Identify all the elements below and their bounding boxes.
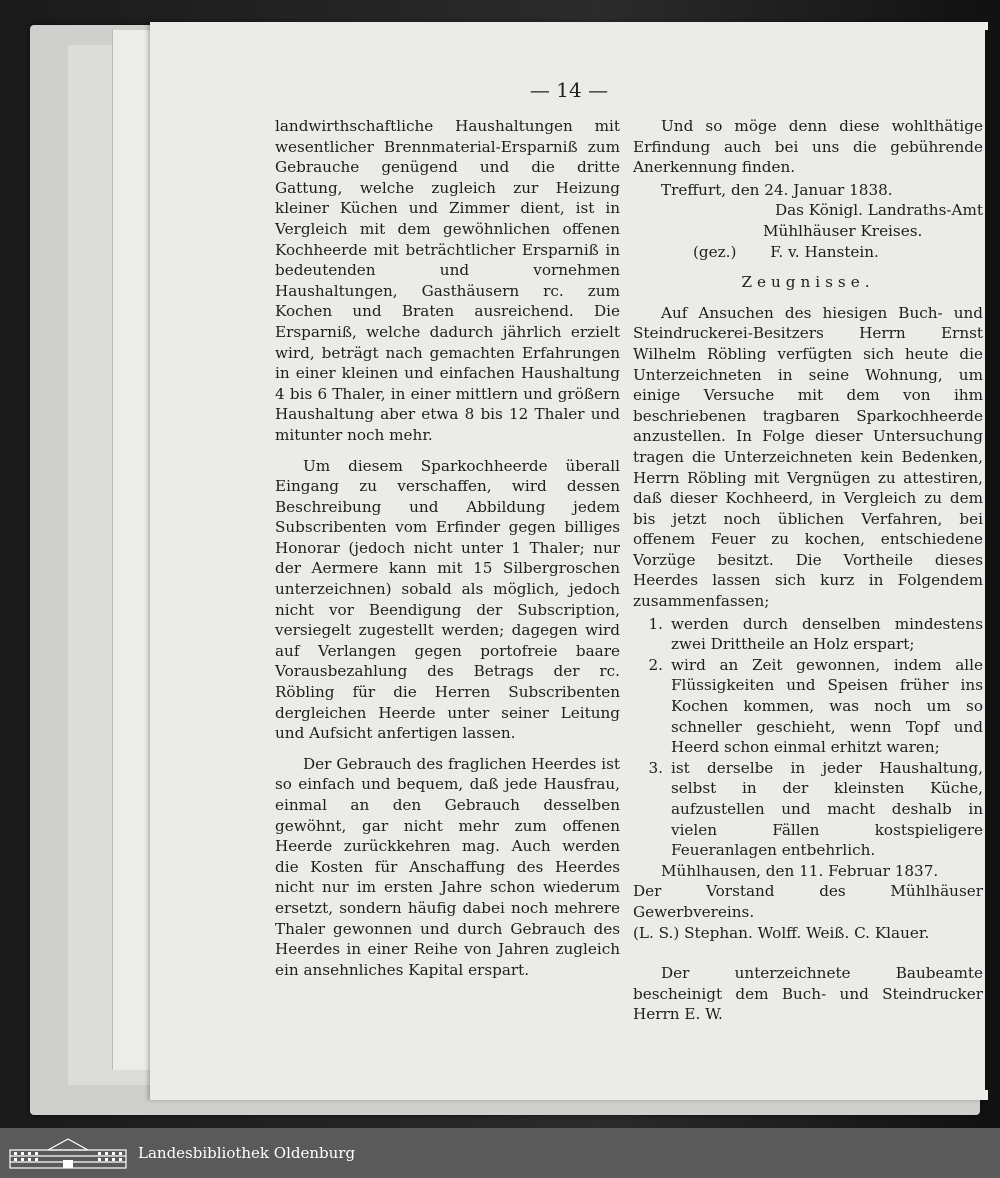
- right-column: [633, 116, 983, 1035]
- signed-prefix: (gez.): [693, 242, 737, 261]
- list-item: [633, 758, 983, 861]
- board-line: Der Vorstand des Mühlhäuser Gewerbvereins.: [633, 882, 983, 921]
- list-text: werden durch denselben mindestens zwei Drittheile an Holz erspart;: [671, 614, 983, 654]
- list-text: ist derselbe in jeder Haushaltung, selbst in der kleinsten Küche, aufzustellen und macht deshalb in vielen Fällen kostspieligere Feueranlagen entbehrlich.: [671, 758, 983, 860]
- left-paragraph-2: Um diesem Sparkochheerde überall Eingang zu verschaffen, wird dessen Beschreibung und Abbildung jedem Subscribenten vom Erfinder gegen billiges Honorar (jedoch nicht unter 1 Thaler; nur der Aermere kann mit 15 Silbergroschen unterzeichnen) sobald als möglich, jedoch nicht vor Beendigung der Subscription, versiegelt zugestellt werden; dagegen wird auf Verlangen gegen portofreie baare Vorausbezahlung des Betrags der rc. Röbling für die Herren Subscribenten dergleichen Heerde unter seiner Leitung und Aufsicht anfertigen lassen.: [275, 456, 620, 743]
- list-number: 3.: [648, 758, 663, 777]
- page-edge-shadow: [985, 30, 1000, 1090]
- library-name: Landesbibliothek Oldenburg: [138, 1144, 356, 1162]
- office-line-1: Das Königl. Landraths-Amt: [774, 201, 983, 220]
- signatories-line: (L. S.) Stephan. Wolff. Weiß. C. Klauer.: [633, 923, 930, 942]
- page-number: — 14 —: [529, 78, 609, 102]
- signature-line: [633, 242, 983, 263]
- library-building-icon: [8, 1136, 128, 1170]
- signed-name: F. v. Hanstein.: [770, 242, 879, 261]
- list-item: [633, 614, 983, 655]
- footer-bar: [0, 1128, 1000, 1178]
- list-item: [633, 655, 983, 758]
- office-line-2: Mühlhäuser Kreises.: [763, 221, 923, 240]
- advantages-list: [633, 614, 983, 861]
- testimony-paragraph: Auf Ansuchen des hiesigen Buch- und Steindruckerei-Besitzers Herrn Ernst Wilhelm Röbling verfügten sich heute die Unterzeichneten in seine Wohnung, um einige Versuche mit dem von ihm beschriebenen tragbaren Sparkochheerde anzustellen. In Folge dieser Untersuchung tragen die Unterzeichneten kein Bedenken, Herrn Röbling mit Vergnügen zu attestiren, daß dieser Kochheerd, in Vergleich zu dem bis jetzt noch üblichen Verfahren, bei offenem Feuer zu kochen, entschiedene Vorzüge besitzt. Die Vortheile dieses Heerdes lassen sich kurz in Folgendem zusammenfassen;: [633, 303, 983, 611]
- left-column: [275, 116, 620, 990]
- list-number: 1.: [648, 614, 663, 633]
- place-date-1: Treffurt, den 24. Januar 1838.: [661, 180, 893, 199]
- left-paragraph-1: landwirthschaftliche Haushaltungen mit wesentlicher Brennmaterial-Ersparniß zum Gebrauche genügend und die dritte Gattung, welche zugleich zur Heizung kleiner Küchen und Zimmer dient, ist in Vergleich mit dem gewöhnlichen offenen Kochheerde mit beträchtlicher Ersparniß in bedeutenden und vornehmen Haushaltungen, Gasthäusern rc. zum Kochen und Braten ausreichend. Die Ersparniß, welche dadurch jährlich erzielt wird, beträgt nach gemachten Erfahrungen in einer kleinen und einfachen Haushaltung 4 bis 6 Thaler, in einer mittlern und größern Haushaltung aber etwa 8 bis 12 Thaler und mitunter noch mehr.: [275, 117, 620, 444]
- section-heading: Zeugnisse.: [741, 273, 875, 292]
- list-text: wird an Zeit gewonnen, indem alle Flüssigkeiten und Speisen früher ins Kochen kommen, was noch um so schneller geschieht, wenn Topf und Heerd schon einmal erhitzt waren;: [671, 655, 983, 757]
- book-page: [150, 22, 988, 1100]
- closing-paragraph: Der unterzeichnete Baubeamte bescheinigt dem Buch- und Steindrucker Herrn E. W.: [633, 964, 983, 1024]
- right-intro: Und so möge denn diese wohlthätige Erfindung auch bei uns die gebührende Anerkennung finden.: [633, 117, 983, 177]
- left-paragraph-3: Der Gebrauch des fraglichen Heerdes ist so einfach und bequem, daß jede Hausfrau, einmal an den Gebrauch desselben gewöhnt, gar nicht mehr zum offenen Heerde zurückkehren mag. Auch werden die Kosten für Anschaffung des Heerdes nicht nur im ersten Jahre schon wiederum ersetzt, sondern häufig dabei noch mehrere Thaler gewonnen und durch Gebrauch des Heerdes in einer Reihe von Jahren zugleich ein ansehnliches Kapital erspart.: [275, 754, 620, 979]
- place-date-2: Mühlhausen, den 11. Februar 1837.: [661, 861, 939, 880]
- list-number: 2.: [648, 655, 663, 674]
